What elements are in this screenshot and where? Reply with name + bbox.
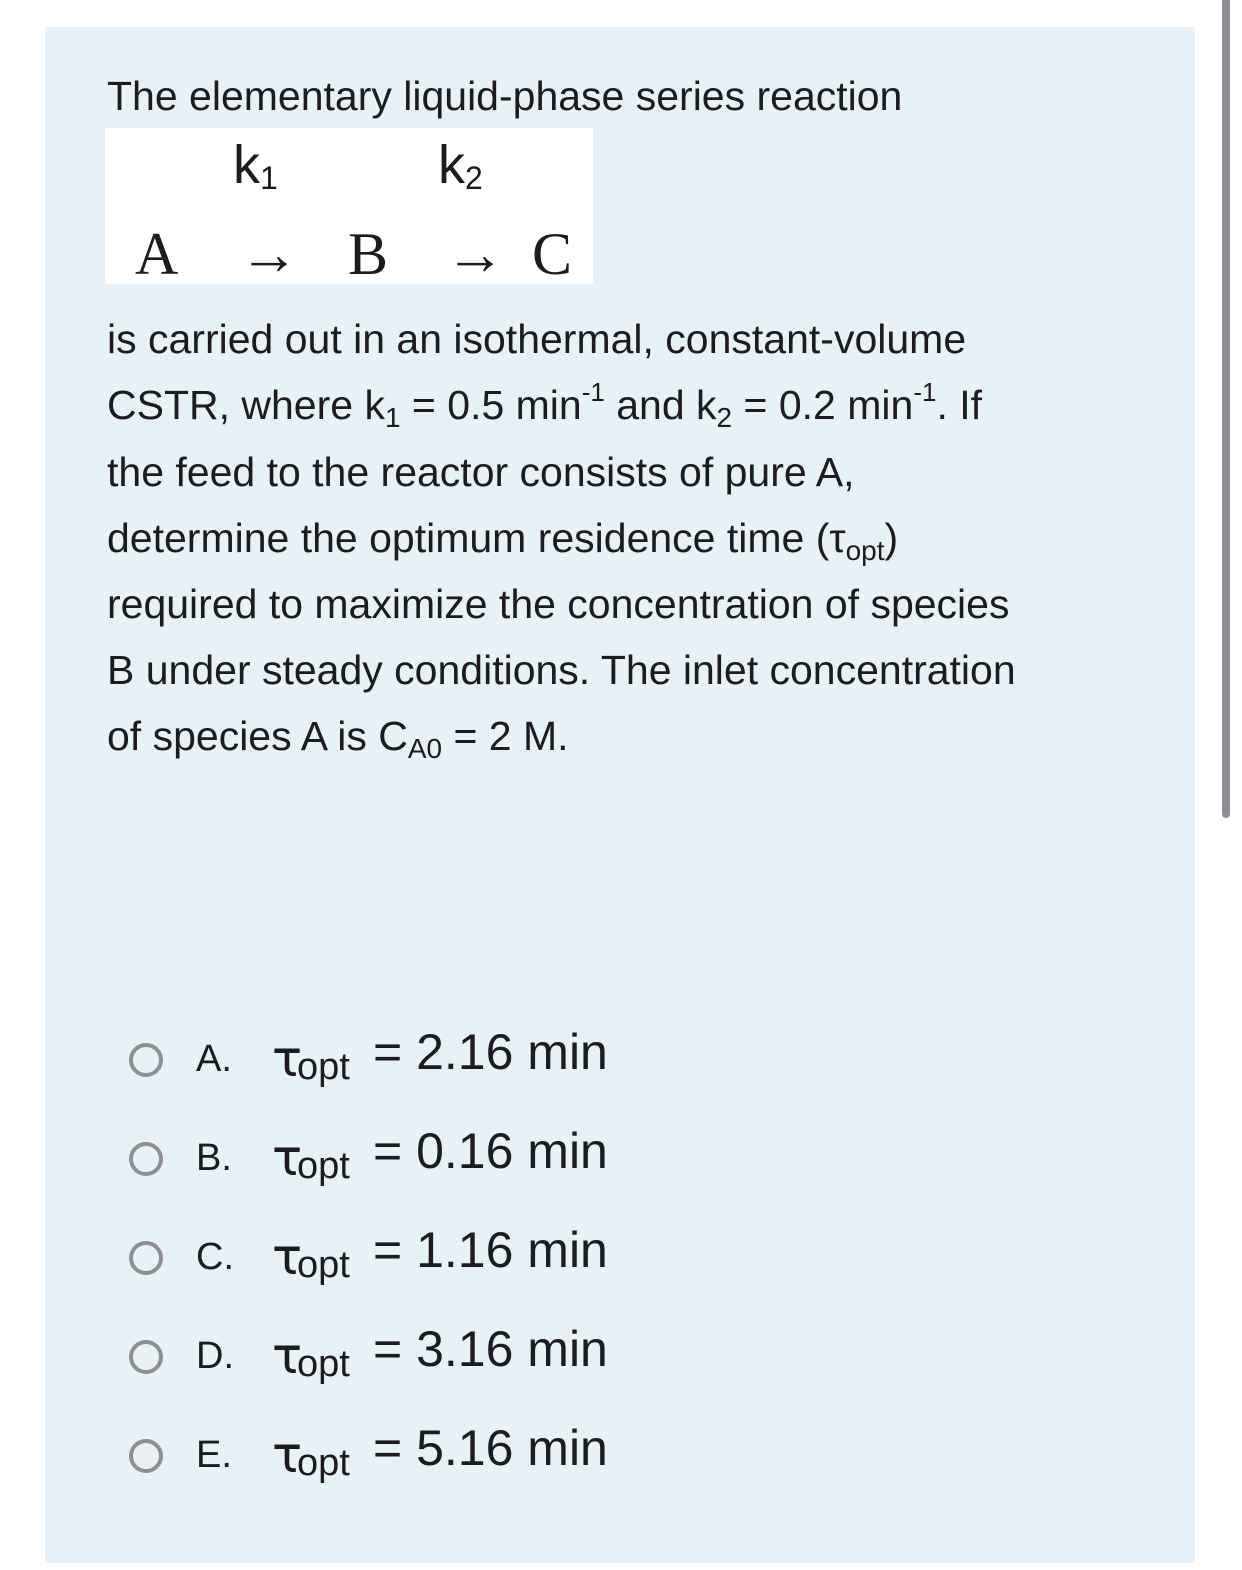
tau-symbol: τ bbox=[272, 1129, 303, 1187]
option-letter: C. bbox=[196, 1236, 234, 1278]
question-line-4: the feed to the reactor consists of pure A, bbox=[107, 449, 855, 495]
species-a: A bbox=[135, 221, 179, 287]
radio-button[interactable] bbox=[129, 1142, 163, 1176]
tau-subscript: opt bbox=[297, 1145, 350, 1187]
species-b: B bbox=[348, 221, 389, 287]
question-line-5: determine the optimum residence time $(\tau_{opt})$ bbox=[107, 515, 899, 566]
tau-symbol: τ bbox=[272, 1327, 303, 1385]
option-d[interactable] bbox=[0, 1317, 700, 1397]
arrow-icon: → bbox=[239, 221, 299, 287]
question-line-8: of species A is $C_{A0} = 2$ M. bbox=[107, 713, 569, 764]
option-e[interactable] bbox=[0, 1416, 700, 1496]
tau-symbol: τ bbox=[272, 1426, 303, 1484]
option-letter: B. bbox=[196, 1137, 232, 1179]
tau-symbol: τ bbox=[272, 1030, 303, 1088]
tau-subscript: opt bbox=[297, 1046, 350, 1088]
option-value: = 5.16 min bbox=[373, 1420, 608, 1476]
question-line-2: is carried out in an isothermal, constant-volume bbox=[107, 316, 967, 362]
radio-button[interactable] bbox=[129, 1241, 163, 1275]
tau-subscript: opt bbox=[297, 1442, 350, 1484]
rate-constant-k1: $k_1$ bbox=[233, 135, 278, 196]
question-line-1: The elementary liquid-phase series reaction bbox=[107, 73, 903, 119]
radio-button[interactable] bbox=[129, 1439, 163, 1473]
option-value: = 3.16 min bbox=[373, 1321, 608, 1377]
question-line-3: CSTR, where $k_1 = 0.5$ $\min^{-1}$ and $k_2 = 0.2$ $\min^{-1}$. If bbox=[107, 377, 983, 433]
option-a[interactable] bbox=[0, 1020, 700, 1100]
tau-subscript: opt bbox=[297, 1244, 350, 1286]
radio-button[interactable] bbox=[129, 1340, 163, 1374]
option-value: = 1.16 min bbox=[373, 1222, 608, 1278]
option-b[interactable] bbox=[0, 1119, 700, 1199]
rate-constant-k2: $k_2$ bbox=[438, 135, 483, 196]
question-line-6: required to maximize the concentration of species bbox=[107, 581, 1010, 627]
scrollbar[interactable] bbox=[1222, 0, 1230, 818]
option-c[interactable] bbox=[0, 1218, 700, 1298]
option-letter: E. bbox=[196, 1434, 232, 1476]
radio-button[interactable] bbox=[129, 1043, 163, 1077]
option-value: = 0.16 min bbox=[373, 1123, 608, 1179]
option-value: = 2.16 min bbox=[373, 1024, 608, 1080]
question-line-7: B under steady conditions. The inlet concentration bbox=[107, 647, 1016, 693]
tau-symbol: τ bbox=[272, 1228, 303, 1286]
arrow-icon: → bbox=[445, 221, 505, 287]
option-letter: D. bbox=[196, 1335, 234, 1377]
reaction-scheme bbox=[105, 128, 593, 287]
option-letter: A. bbox=[196, 1038, 232, 1080]
species-c: C bbox=[532, 221, 573, 287]
tau-subscript: opt bbox=[297, 1343, 350, 1385]
